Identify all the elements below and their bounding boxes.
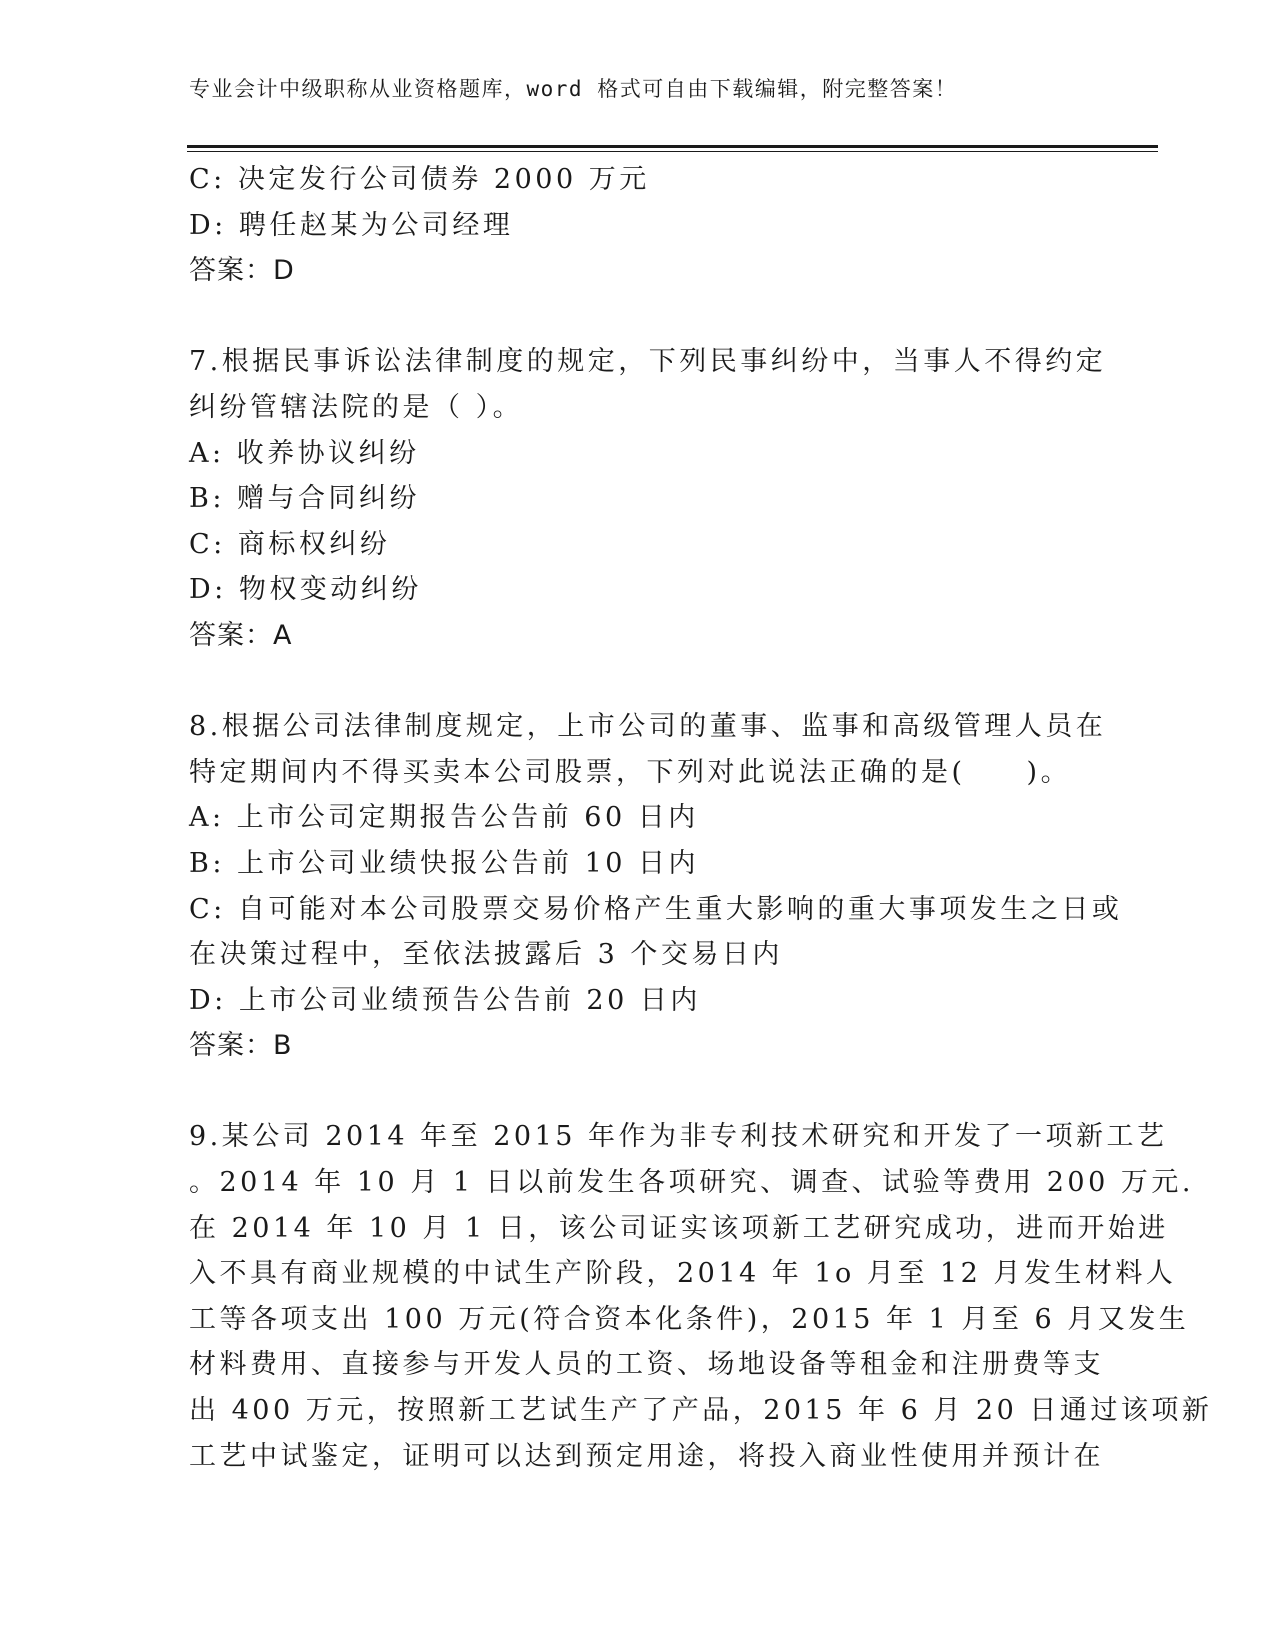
question-block bbox=[189, 704, 1123, 1069]
block-spacer bbox=[189, 294, 1089, 340]
block-spacer bbox=[189, 659, 1089, 705]
answer-line: 答案：A bbox=[189, 619, 293, 651]
question-text: 在 2014 年 10 月 1 日，该公司证实该项新工艺研究成功，进而开始进 bbox=[189, 1212, 1169, 1244]
question-text: 工等各项支出 100 万元(符合资本化条件)，2015 年 1 月至 6 月又发生 bbox=[189, 1303, 1190, 1335]
question-block bbox=[189, 339, 1107, 658]
option-c: C: 自可能对本公司股票交易价格产生重大影响的重大事项发生之日或 bbox=[189, 893, 1123, 925]
header-rule-thick bbox=[187, 145, 1158, 148]
question-text: 纠纷管辖法院的是（ ）。 bbox=[189, 391, 524, 423]
question-text: 9.某公司 2014 年至 2015 年作为非专利技术研究和开发了一项新工艺 bbox=[189, 1121, 1168, 1153]
option-b: B: 赠与合同纠纷 bbox=[189, 483, 421, 515]
option-a: A: 收养协议纠纷 bbox=[189, 437, 420, 469]
question-block bbox=[189, 1114, 1213, 1479]
question-block bbox=[189, 157, 1089, 294]
option-d: D: 聘任赵某为公司经理 bbox=[189, 209, 514, 241]
option-b: B: 上市公司业绩快报公告前 10 日内 bbox=[189, 847, 700, 879]
question-text: 材料费用、直接参与开发人员的工资、场地设备等租金和注册费等支 bbox=[189, 1349, 1104, 1381]
question-text: 工艺中试鉴定，证明可以达到预定用途，将投入商业性使用并预计在 bbox=[189, 1440, 1104, 1472]
question-text: 。2014 年 10 月 1 日以前发生各项研究、调查、试验等费用 200 万元. bbox=[189, 1167, 1194, 1199]
question-text: 特定期间内不得买卖本公司股票，下列对此说法正确的是( )。 bbox=[189, 756, 1072, 788]
option-c: C: 商标权纠纷 bbox=[189, 528, 391, 560]
option-d: D: 物权变动纠纷 bbox=[189, 574, 422, 606]
answer-line: 答案：B bbox=[189, 1030, 293, 1062]
page-header: 专业会计中级职称从业资格题库，word 格式可自由下载编辑，附完整答案！ bbox=[189, 77, 958, 101]
option-c-continued: 在决策过程中，至依法披露后 3 个交易日内 bbox=[189, 939, 783, 971]
question-text: 入不具有商业规模的中试生产阶段，2014 年 1o 月至 12 月发生材料人 bbox=[189, 1258, 1177, 1290]
header-rule-thin bbox=[187, 151, 1158, 152]
question-text: 出 400 万元，按照新工艺试生产了产品，2015 年 6 月 20 日通过该项新 bbox=[189, 1395, 1213, 1427]
document-content bbox=[189, 157, 1213, 1479]
option-c: C: 决定发行公司债券 2000 万元 bbox=[189, 164, 650, 195]
option-d: D: 上市公司业绩预告公告前 20 日内 bbox=[189, 984, 701, 1016]
block-spacer bbox=[189, 1069, 1089, 1115]
answer-line: 答案：D bbox=[189, 255, 295, 287]
question-text: 7.根据民事诉讼法律制度的规定，下列民事纠纷中，当事人不得约定 bbox=[189, 346, 1107, 378]
option-a: A: 上市公司定期报告公告前 60 日内 bbox=[189, 802, 699, 834]
question-text: 8.根据公司法律制度规定，上市公司的董事、监事和高级管理人员在 bbox=[189, 711, 1107, 743]
